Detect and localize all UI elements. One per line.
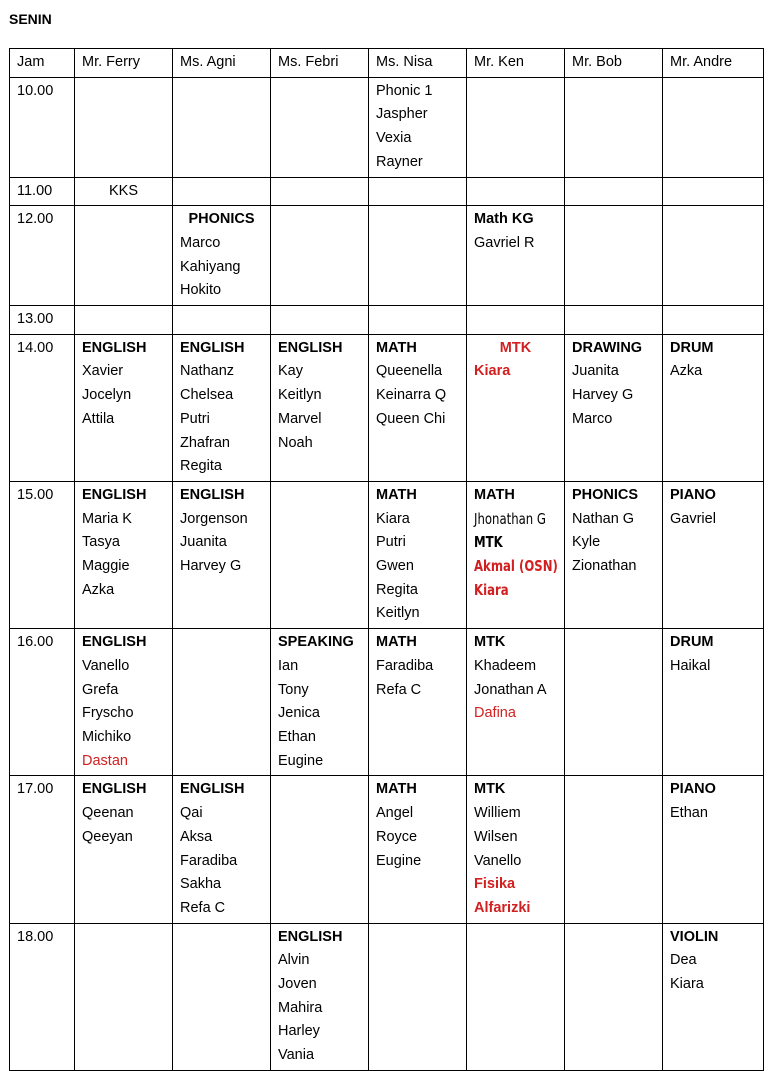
table-row [10,334,764,481]
schedule-cell [467,77,565,177]
student-name: Keitlyn [278,387,322,404]
table-row [10,177,764,206]
schedule-cell [75,306,173,335]
student-name: Jocelyn [82,387,132,404]
schedule-cell [75,481,173,628]
schedule-cell [663,177,764,206]
schedule-cell [565,923,663,1070]
student-name: Kiara [474,363,511,380]
subject-label: PHONICS [572,486,639,503]
subject-label: Math KG [474,211,534,228]
student-name: Alfarizki [474,899,531,916]
time-cell: 12.00 [10,206,75,306]
schedule-cell [271,306,369,335]
schedule-cell [369,923,467,1070]
student-name: Juanita [180,534,227,551]
subject-label: DRUM [670,339,714,356]
schedule-cell [271,77,369,177]
student-name: Juanita [572,363,619,380]
schedule-cell [173,77,271,177]
student-name: Kahiyang [180,258,241,275]
schedule-cell [663,206,764,306]
student-name: Akmal (OSN) [474,557,558,576]
student-name: Gavriel [670,510,716,527]
schedule-cell [467,481,565,628]
student-name: Putri [180,410,210,427]
student-name: Vanello [82,657,130,674]
subject-label: MATH [376,781,417,798]
schedule-cell [663,77,764,177]
header-teacher: Ms. Febri [271,49,369,78]
schedule-cell [75,923,173,1070]
student-name: Aksa [180,828,213,845]
header-jam: Jam [10,49,75,78]
schedule-cell [271,206,369,306]
student-name: Gwen [376,558,414,575]
schedule-cell [173,776,271,923]
schedule-cell [565,481,663,628]
subject-label: DRAWING [572,339,643,356]
header-row [10,49,764,78]
subject-label: ENGLISH [180,781,245,798]
schedule-cell [467,177,565,206]
schedule-cell [565,776,663,923]
subject-label: DRUM [670,634,714,651]
table-row [10,481,764,628]
time-cell: 14.00 [10,334,75,481]
subject-label: SPEAKING [278,634,354,651]
student-name: Hokito [180,282,222,299]
time-cell: 11.00 [10,177,75,206]
student-name: Marvel [278,410,322,427]
student-name: Michiko [82,728,132,745]
subject-label: PIANO [670,486,716,503]
student-name: Qai [180,805,203,822]
schedule-cell [663,481,764,628]
schedule-cell [173,629,271,776]
table-row [10,77,764,177]
schedule-cell [565,629,663,776]
time-cell: 16.00 [10,629,75,776]
subject-label: VIOLIN [670,928,719,945]
student-name: Refa C [376,681,422,698]
student-name: Ethan [670,805,708,822]
header-teacher: Ms. Agni [173,49,271,78]
time-cell: 18.00 [10,923,75,1070]
schedule-cell [663,776,764,923]
schedule-cell [663,334,764,481]
schedule-cell [75,206,173,306]
subject-label: ENGLISH [278,339,343,356]
student-name: Harvey G [180,558,242,575]
student-name: Vexia [376,130,412,147]
time-cell: 17.00 [10,776,75,923]
schedule-cell [565,306,663,335]
schedule-cell [467,776,565,923]
schedule-cell [75,177,173,206]
schedule-cell [271,923,369,1070]
header-teacher: Mr. Ferry [75,49,173,78]
student-name: Tasya [82,534,120,551]
schedule-cell [467,334,565,481]
student-name: Royce [376,828,418,845]
schedule-cell [467,923,565,1070]
header-teacher: Mr. Bob [565,49,663,78]
student-name: Grefa [82,681,119,698]
schedule-cell [369,77,467,177]
schedule-cell [565,206,663,306]
student-name: Zionathan [572,558,637,575]
student-name: Sakha [180,876,222,893]
student-name: Xavier [82,363,124,380]
subject-label: ENGLISH [82,339,147,356]
schedule-cell [369,206,467,306]
schedule-cell [75,77,173,177]
schedule-cell [663,923,764,1070]
student-name: Faradiba [180,852,238,869]
subject-label: ENGLISH [278,928,343,945]
student-name: Marco [180,234,221,251]
student-name: Regita [376,581,418,598]
schedule-cell [75,629,173,776]
table-row [10,629,764,776]
table-row [10,306,764,335]
subject-label: ENGLISH [82,486,147,503]
student-name: Zhafran [180,434,230,451]
student-name: Azka [670,363,703,380]
time-cell: 10.00 [10,77,75,177]
schedule-cell [467,306,565,335]
schedule-cell [75,776,173,923]
student-name: Harvey G [572,387,634,404]
schedule-cell [173,306,271,335]
schedule-cell [173,206,271,306]
schedule-cell [565,77,663,177]
student-name: Azka [82,581,115,598]
student-name: Jonathan A [474,681,547,698]
header-teacher: Mr. Ken [467,49,565,78]
subject-label: ENGLISH [180,486,245,503]
subject-label: MATH [376,486,417,503]
schedule-cell [369,629,467,776]
schedule-cell [369,481,467,628]
student-name: Noah [278,434,313,451]
student-name: Putri [376,534,406,551]
student-name: Angel [376,805,414,822]
student-name: MTK [474,533,503,552]
student-name: Jaspher [376,106,428,123]
student-name: Qeeyan [82,828,133,845]
student-name: KKS [108,182,138,199]
schedule-cell [369,177,467,206]
schedule-cell [75,334,173,481]
student-name: Mahira [278,999,323,1016]
schedule-table [9,48,764,1071]
student-name: Harley [278,1023,320,1040]
time-cell: 15.00 [10,481,75,628]
student-name: Kiara [670,976,704,993]
subject-label: MATH [376,634,417,651]
student-name: Fisika [474,876,516,893]
schedule-cell [565,334,663,481]
student-name: Fryscho [82,705,134,722]
schedule-cell [173,481,271,628]
schedule-cell [271,334,369,481]
schedule-cell [369,334,467,481]
subject-label: MTK [499,339,532,356]
time-cell: 13.00 [10,306,75,335]
student-name: Qeenan [82,805,134,822]
table-row [10,776,764,923]
student-name: Jhonathan G [474,509,546,528]
student-name: Kyle [572,534,601,551]
student-name: Kay [278,363,303,380]
student-name: Alvin [278,952,310,969]
student-name: Joven [278,976,317,993]
subject-label: MATH [376,339,417,356]
subject-label: ENGLISH [82,781,147,798]
student-name: Vania [278,1047,315,1064]
subject-label: ENGLISH [82,634,147,651]
schedule-cell [271,177,369,206]
schedule-cell [271,776,369,923]
student-name: Ethan [278,728,316,745]
student-name: Maggie [82,558,130,575]
student-name: Dastan [82,752,128,769]
student-name: Attila [82,410,115,427]
student-name: Queen Chi [376,410,446,427]
student-name: Rayner [376,153,423,170]
student-name: Gavriel R [474,234,535,251]
student-name: Khadeem [474,657,537,674]
student-name: Marco [572,410,613,427]
schedule-cell [467,206,565,306]
schedule-cell [467,629,565,776]
subject-label: MATH [474,486,515,503]
student-name: Chelsea [180,387,234,404]
student-name: Vanello [474,852,522,869]
student-name: Queenella [376,363,443,380]
table-row [10,206,764,306]
student-name: Dea [670,952,697,969]
subject-label: PHONICS [188,211,255,228]
student-name: Eugine [376,852,422,869]
schedule-cell [173,334,271,481]
schedule-cell [271,481,369,628]
student-name: Keinarra Q [376,387,447,404]
subject-label: MTK [474,634,506,651]
student-name: Wilsen [474,828,518,845]
schedule-cell [271,629,369,776]
student-name: Dafina [474,705,516,722]
student-name: Kiara [376,510,410,527]
student-name: Jorgenson [180,510,248,527]
schedule-cell [173,923,271,1070]
day-title: SENIN [9,11,52,27]
table-row [10,923,764,1070]
student-name: Tony [278,681,309,698]
schedule-cell [369,776,467,923]
schedule-cell [663,629,764,776]
student-name: Nathan G [572,510,635,527]
schedule-cell [565,177,663,206]
subject-label: ENGLISH [180,339,245,356]
schedule-cell [173,177,271,206]
student-name: Regita [180,458,222,475]
student-name: Kiara [474,580,509,599]
header-teacher: Ms. Nisa [369,49,467,78]
student-name: Nathanz [180,363,235,380]
student-name: Williem [474,805,521,822]
student-name: Haikal [670,657,711,674]
student-name: Faradiba [376,657,434,674]
student-name: Maria K [82,510,132,527]
student-name: Jenica [278,705,320,722]
student-name: Ian [278,657,299,674]
student-name: Phonic 1 [376,82,433,99]
student-name: Keitlyn [376,605,420,622]
schedule-cell [369,306,467,335]
student-name: Refa C [180,899,226,916]
student-name: Eugine [278,752,324,769]
subject-label: MTK [474,781,506,798]
header-teacher: Mr. Andre [663,49,764,78]
subject-label: PIANO [670,781,716,798]
schedule-cell [663,306,764,335]
